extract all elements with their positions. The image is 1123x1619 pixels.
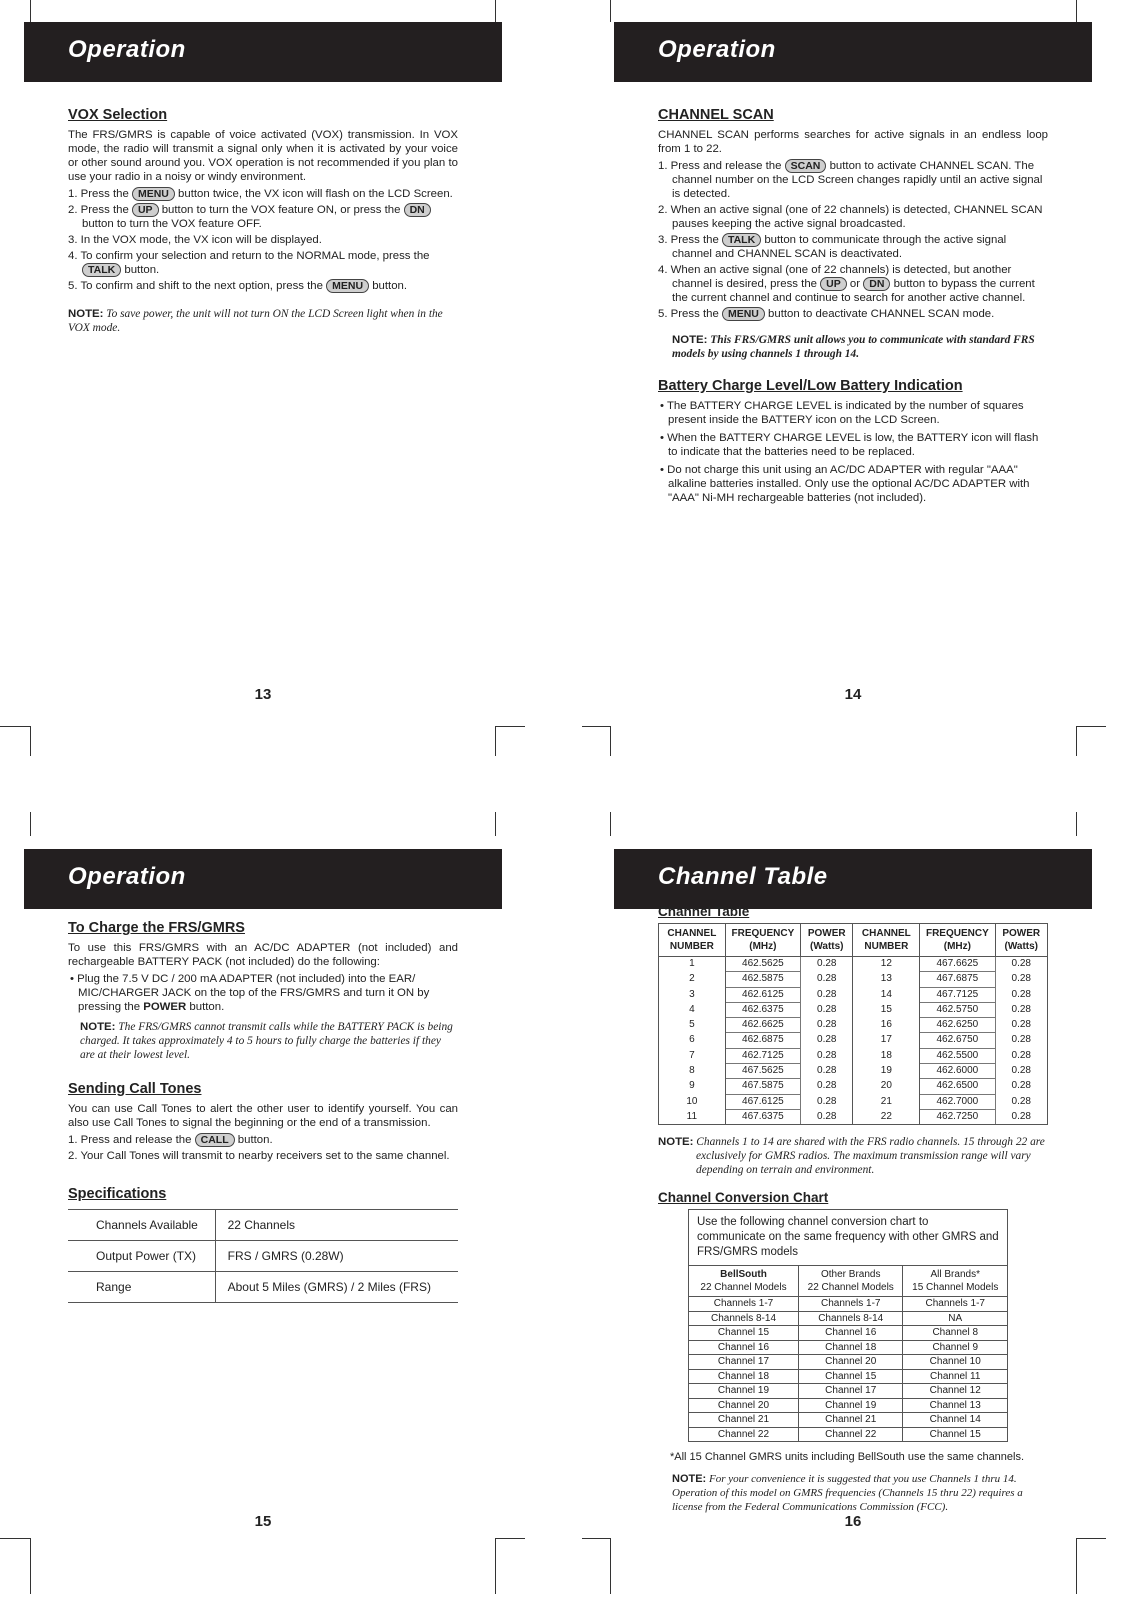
table-cell: Channels 8-14 <box>798 1311 903 1326</box>
table-cell: 0.28 <box>995 1033 1048 1048</box>
table-cell: 467.5625 <box>725 1064 800 1079</box>
table-cell: 462.7125 <box>725 1048 800 1063</box>
table-row <box>659 972 1048 987</box>
up-key: UP <box>820 277 847 291</box>
talk-key: TALK <box>722 233 761 247</box>
section-title-specs: Specifications <box>68 1186 167 1202</box>
specs-table <box>68 1209 458 1303</box>
step: 1. Press and release the SCAN button to activate CHANNEL SCAN. The channel number on the LCD Screen changes rapidly until an active signal is detected. <box>658 160 1043 200</box>
table-cell: 462.7000 <box>920 1094 995 1109</box>
note: NOTE: For your convenience it is suggested that you use Channels 1 thru 14. Operation of this model on GMRS frequencies (Channels 15 thru 22) requires a license from the Federal Communications Commission (FCC). <box>672 1473 1023 1514</box>
step: 3. Press the TALK button to communicate through the active signal channel and CHANNEL SCAN is deactivated. <box>658 234 1007 260</box>
menu-key: MENU <box>132 187 175 201</box>
table-cell: 462.6000 <box>920 1064 995 1079</box>
table-cell: 0.28 <box>801 1079 853 1094</box>
page-header <box>24 849 502 909</box>
call-steps <box>68 1133 458 1163</box>
table-cell: 0.28 <box>995 1079 1048 1094</box>
table-cell: Channels 1-7 <box>689 1297 799 1312</box>
table-row <box>659 1109 1048 1124</box>
page-body <box>68 921 458 1303</box>
table-cell: 0.28 <box>801 1018 853 1033</box>
column-header: Other Brands 22 Channel Models <box>798 1266 903 1297</box>
table-cell: 467.6125 <box>725 1094 800 1109</box>
table-cell: 0.28 <box>995 1109 1048 1124</box>
table-cell: Channel 17 <box>798 1384 903 1399</box>
table-cell: 462.5750 <box>920 1002 995 1017</box>
table-cell: 462.6125 <box>725 987 800 1002</box>
crop-mark <box>30 812 31 836</box>
crop-mark <box>30 0 31 22</box>
table-cell: 0.28 <box>801 987 853 1002</box>
header-title: Operation <box>68 863 186 890</box>
header-title: Channel Table <box>658 863 828 890</box>
table-cell: Channel 10 <box>903 1355 1008 1370</box>
table-row <box>689 1384 1008 1399</box>
table-row <box>659 1094 1048 1109</box>
table-header-row <box>659 924 1048 957</box>
channel-table-body <box>659 957 1048 1125</box>
page-header <box>614 849 1092 909</box>
column-header: POWER (Watts) <box>801 924 853 957</box>
column-header: POWER (Watts) <box>995 924 1048 957</box>
table-cell: 12 <box>853 957 920 972</box>
note: NOTE: To save power, the unit will not turn ON the LCD Screen light when in the VOX mode. <box>68 308 443 334</box>
table-cell: Channel 11 <box>903 1369 1008 1384</box>
table-cell: Channel 19 <box>689 1384 799 1399</box>
table-cell: 462.6750 <box>920 1033 995 1048</box>
table-cell: 0.28 <box>801 1109 853 1124</box>
section-title-scan: CHANNEL SCAN <box>658 107 774 123</box>
channel-table <box>658 923 1048 1125</box>
table-cell: Channel 16 <box>798 1326 903 1341</box>
crop-mark <box>610 1538 611 1594</box>
crop-mark <box>610 726 611 756</box>
crop-mark <box>610 0 611 22</box>
step: 2. Press the UP button to turn the VOX feature ON, or press the DN button to turn the VOX feature OFF. <box>68 203 458 231</box>
section-title-vox: VOX Selection <box>68 107 168 123</box>
table-row <box>659 1079 1048 1094</box>
table-row <box>659 1048 1048 1063</box>
spec-key: Range <box>68 1272 215 1303</box>
table-cell: 16 <box>853 1018 920 1033</box>
page-13 <box>24 22 502 792</box>
table-cell: Channels 1-7 <box>798 1297 903 1312</box>
page-number: 15 <box>254 1513 272 1530</box>
section-title-conversion: Channel Conversion Chart <box>658 1190 829 1206</box>
table-cell: Channel 18 <box>798 1340 903 1355</box>
table-cell: 20 <box>853 1079 920 1094</box>
table-row <box>659 1018 1048 1033</box>
table-cell: Channel 18 <box>689 1369 799 1384</box>
list-item: • The BATTERY CHARGE LEVEL is indicated by the number of squares present inside the BATTERY icon on the LCD Screen. <box>660 400 1024 426</box>
table-cell: 0.28 <box>801 1048 853 1063</box>
table-cell: 10 <box>659 1094 726 1109</box>
step: 1. Press the MENU button twice, the VX icon will flash on the LCD Screen. <box>68 188 453 200</box>
note: NOTE: Channels 1 to 14 are shared with the FRS radio channels. 15 through 22 are exclusively for GMRS radios. The maximum transmission range will vary depending on terrain and environment. <box>658 1136 1045 1177</box>
table-cell: 462.6625 <box>725 1018 800 1033</box>
table-cell: 13 <box>853 972 920 987</box>
table-cell: 462.5875 <box>725 972 800 987</box>
table-row <box>689 1326 1008 1341</box>
table-cell: 17 <box>853 1033 920 1048</box>
table-cell: 0.28 <box>801 972 853 987</box>
table-cell: Channel 8 <box>903 1326 1008 1341</box>
call-key: CALL <box>195 1133 235 1147</box>
table-cell: 9 <box>659 1079 726 1094</box>
table-cell: Channel 21 <box>689 1413 799 1428</box>
table-cell: 0.28 <box>995 987 1048 1002</box>
dn-key: DN <box>404 203 431 217</box>
table-row <box>689 1210 1008 1266</box>
table-cell: Channel 12 <box>903 1384 1008 1399</box>
table-row <box>689 1413 1008 1428</box>
menu-key: MENU <box>326 279 369 293</box>
battery-list <box>658 399 1048 505</box>
list-item: • Plug the 7.5 V DC / 200 mA ADAPTER (not included) into the EAR/ MIC/CHARGER JACK on the top of the FRS/GMRS and turn it ON by pressing the POWER button. <box>70 973 430 1013</box>
table-cell: Channel 20 <box>689 1398 799 1413</box>
list-item: • Do not charge this unit using an AC/DC ADAPTER with regular "AAA" alkaline batteries installed. Only use the optional AC/DC ADAPTER with "AAA" Ni-MH rechargeable batteries (not included). <box>660 464 1030 504</box>
column-header: FREQUENCY (MHz) <box>920 924 995 957</box>
table-row <box>659 1033 1048 1048</box>
table-cell: 4 <box>659 1002 726 1017</box>
section-title-charge: To Charge the FRS/GMRS <box>68 920 245 936</box>
table-cell: 19 <box>853 1064 920 1079</box>
table-cell: Channel 15 <box>689 1326 799 1341</box>
table-cell: Channel 21 <box>798 1413 903 1428</box>
table-row <box>68 1210 458 1241</box>
table-header-row <box>689 1266 1008 1297</box>
column-header: CHANNEL NUMBER <box>659 924 726 957</box>
table-row <box>689 1427 1008 1442</box>
conversion-footnote: *All 15 Channel GMRS units including BellSouth use the same channels. <box>670 1451 1025 1464</box>
table-cell: 3 <box>659 987 726 1002</box>
page-header <box>614 22 1092 82</box>
scan-intro: CHANNEL SCAN performs searches for active signals in an endless loop from 1 to 22. <box>658 129 1048 155</box>
crop-mark <box>610 812 611 836</box>
table-cell: 14 <box>853 987 920 1002</box>
table-cell: 462.6875 <box>725 1033 800 1048</box>
column-header: BellSouth 22 Channel Models <box>689 1266 799 1297</box>
table-cell: 5 <box>659 1018 726 1033</box>
table-cell: 462.6500 <box>920 1079 995 1094</box>
charge-list <box>68 972 458 1014</box>
page-15 <box>24 849 502 1619</box>
table-cell: 462.5500 <box>920 1048 995 1063</box>
vox-intro: The FRS/GMRS is capable of voice activated (VOX) transmission. In VOX mode, the radio will transmit a signal only when it is activated by your voice or other sound around you. VOX operation is not recommended if you plan to use your radio in a noisy or windy environment. <box>68 129 458 183</box>
table-cell: 0.28 <box>995 1048 1048 1063</box>
table-row <box>689 1311 1008 1326</box>
talk-key: TALK <box>82 263 121 277</box>
spec-key: Output Power (TX) <box>68 1241 215 1272</box>
header-title: Operation <box>658 36 776 63</box>
step: 1. Press and release the CALL button. <box>68 1134 273 1146</box>
table-cell: Channel 22 <box>798 1427 903 1442</box>
table-row <box>68 1272 458 1303</box>
table-cell: 21 <box>853 1094 920 1109</box>
table-cell: 15 <box>853 1002 920 1017</box>
spec-value: FRS / GMRS (0.28W) <box>215 1241 458 1272</box>
page-number: 14 <box>844 686 862 703</box>
table-cell: Channel 20 <box>798 1355 903 1370</box>
section-title-call-tones: Sending Call Tones <box>68 1081 202 1097</box>
page-body <box>68 108 458 335</box>
table-row <box>659 987 1048 1002</box>
column-header: All Brands* 15 Channel Models <box>903 1266 1008 1297</box>
page-16 <box>614 849 1092 1619</box>
header-title: Operation <box>68 36 186 63</box>
spec-value: About 5 Miles (GMRS) / 2 Miles (FRS) <box>215 1272 458 1303</box>
conversion-table <box>688 1209 1008 1442</box>
table-cell: 462.6250 <box>920 1018 995 1033</box>
table-row <box>689 1340 1008 1355</box>
table-row <box>659 957 1048 972</box>
table-row <box>659 1064 1048 1079</box>
note: NOTE: This FRS/GMRS unit allows you to communicate with standard FRS models by using channels 1 through 14. <box>672 334 1035 360</box>
section-title-battery: Battery Charge Level/Low Battery Indication <box>658 378 963 394</box>
table-row <box>689 1297 1008 1312</box>
table-row <box>68 1241 458 1272</box>
table-cell: 467.6625 <box>920 957 995 972</box>
dn-key: DN <box>863 277 890 291</box>
table-cell: 0.28 <box>995 957 1048 972</box>
page-header <box>24 22 502 82</box>
page-body <box>658 108 1048 509</box>
table-cell: 0.28 <box>995 972 1048 987</box>
table-cell: 11 <box>659 1109 726 1124</box>
crop-mark <box>1076 0 1077 22</box>
column-header: FREQUENCY (MHz) <box>725 924 800 957</box>
table-cell: 467.7125 <box>920 987 995 1002</box>
vox-steps <box>68 187 458 293</box>
table-cell: Channel 17 <box>689 1355 799 1370</box>
table-cell: Channels 8-14 <box>689 1311 799 1326</box>
step: 2. When an active signal (one of 22 channels) is detected, CHANNEL SCAN pauses keeping the active signal broadcasted. <box>658 204 1043 230</box>
step: 4. When an active signal (one of 22 channels) is detected, but another channel is desired, press the UP or DN button to bypass the current the current channel and continue to search for another active channel. <box>658 264 1035 304</box>
table-row <box>689 1369 1008 1384</box>
table-cell: 462.6375 <box>725 1002 800 1017</box>
table-cell: 0.28 <box>801 1064 853 1079</box>
section-title-channel-table: Channel Table <box>658 904 750 919</box>
table-row <box>689 1355 1008 1370</box>
step: 4. To confirm your selection and return to the NORMAL mode, press the TALK button. <box>68 250 430 276</box>
page-body <box>658 905 1048 1514</box>
table-cell: Channel 16 <box>689 1340 799 1355</box>
table-row <box>689 1398 1008 1413</box>
spec-value: 22 Channels <box>215 1210 458 1241</box>
table-cell: 467.5875 <box>725 1079 800 1094</box>
list-item: • When the BATTERY CHARGE LEVEL is low, the BATTERY icon will flash to indicate that the batteries need to be replaced. <box>660 432 1039 458</box>
table-cell: 7 <box>659 1048 726 1063</box>
table-row <box>659 1002 1048 1017</box>
table-cell: 462.5625 <box>725 957 800 972</box>
table-cell: 0.28 <box>801 1002 853 1017</box>
note: NOTE: The FRS/GMRS cannot transmit calls while the BATTERY PACK is being charged. It takes approximately 4 to 5 hours to fully charge the batteries if they are at their lowest level. <box>80 1021 453 1061</box>
step: 5. To confirm and shift to the next option, press the MENU button. <box>68 280 408 292</box>
scan-steps <box>658 159 1048 321</box>
up-key: UP <box>132 203 159 217</box>
table-cell: 0.28 <box>995 1064 1048 1079</box>
table-cell: Channel 19 <box>798 1398 903 1413</box>
crop-mark <box>582 1538 610 1539</box>
table-cell: 6 <box>659 1033 726 1048</box>
table-cell: 2 <box>659 972 726 987</box>
table-cell: 0.28 <box>995 1002 1048 1017</box>
table-cell: 1 <box>659 957 726 972</box>
column-header: CHANNEL NUMBER <box>853 924 920 957</box>
table-cell: Channel 13 <box>903 1398 1008 1413</box>
table-cell: Channel 14 <box>903 1413 1008 1428</box>
table-cell: Channels 1-7 <box>903 1297 1008 1312</box>
charge-intro: To use this FRS/GMRS with an AC/DC ADAPTER (not included) and rechargeable BATTERY PACK (not included) do the following: <box>68 942 458 968</box>
table-cell: 462.7250 <box>920 1109 995 1124</box>
page-number: 16 <box>844 1513 862 1530</box>
table-cell: Channel 9 <box>903 1340 1008 1355</box>
scan-key: SCAN <box>785 159 827 173</box>
step: 2. Your Call Tones will transmit to nearby receivers set to the same channel. <box>68 1150 450 1162</box>
spec-key: Channels Available <box>68 1210 215 1241</box>
table-cell: 0.28 <box>801 1094 853 1109</box>
table-cell: 0.28 <box>801 1033 853 1048</box>
table-cell: 467.6375 <box>725 1109 800 1124</box>
page-14 <box>614 22 1092 792</box>
call-intro: You can use Call Tones to alert the other user to identify yourself. You can also use Call Tones to signal the beginning or the end of a transmission. <box>68 1103 458 1129</box>
crop-mark <box>495 812 496 836</box>
conversion-table-body <box>689 1297 1008 1442</box>
table-cell: NA <box>903 1311 1008 1326</box>
table-cell: 0.28 <box>995 1018 1048 1033</box>
table-cell: Channel 22 <box>689 1427 799 1442</box>
table-cell: 8 <box>659 1064 726 1079</box>
crop-mark <box>582 726 610 727</box>
table-cell: 18 <box>853 1048 920 1063</box>
table-cell: Channel 15 <box>798 1369 903 1384</box>
table-cell: 0.28 <box>801 957 853 972</box>
step: 3. In the VOX mode, the VX icon will be displayed. <box>68 234 322 246</box>
table-cell: 0.28 <box>995 1094 1048 1109</box>
table-cell: 467.6875 <box>920 972 995 987</box>
table-cell: 22 <box>853 1109 920 1124</box>
menu-key: MENU <box>722 307 765 321</box>
step: 5. Press the MENU button to deactivate CHANNEL SCAN mode. <box>658 308 995 320</box>
page-number: 13 <box>254 686 272 703</box>
conversion-intro: Use the following channel conversion chart to communicate on the same frequency with other GMRS and FRS/GMRS models <box>689 1210 1008 1266</box>
crop-mark <box>1076 812 1077 836</box>
table-cell: Channel 15 <box>903 1427 1008 1442</box>
crop-mark <box>495 0 496 22</box>
